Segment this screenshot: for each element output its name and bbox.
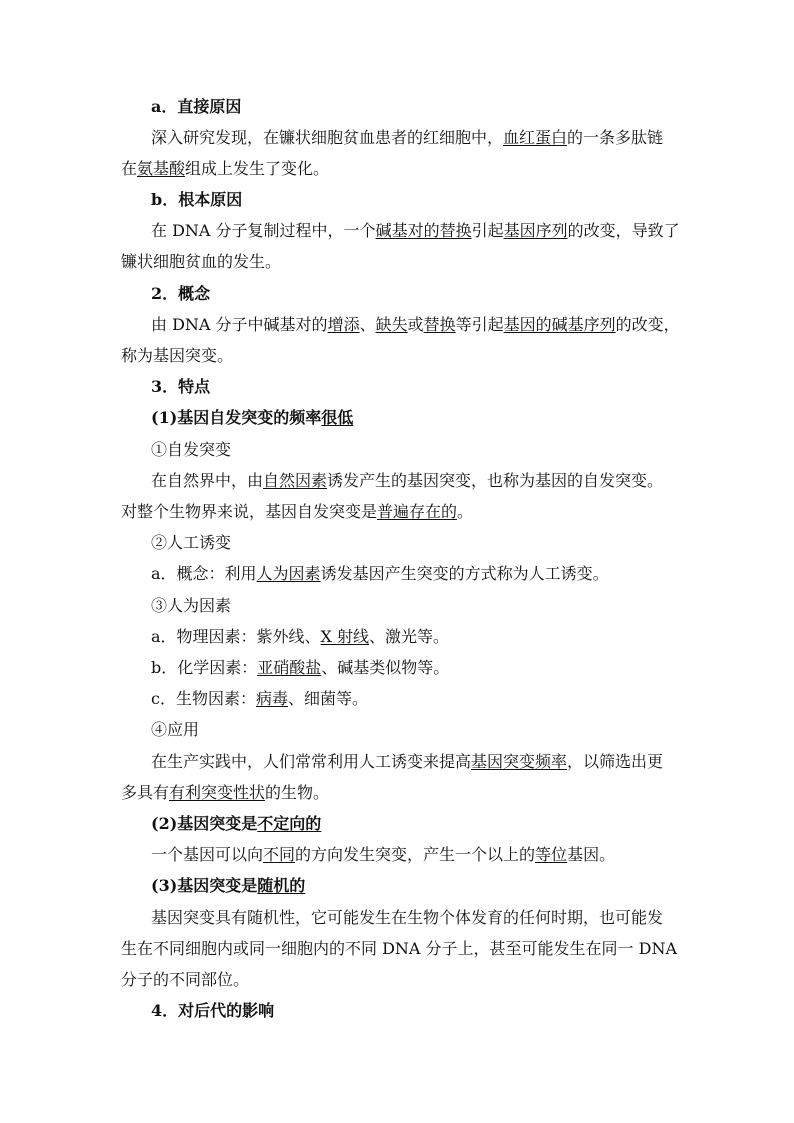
paragraph-line: 分子的不同部位。 bbox=[121, 970, 250, 989]
text-span: 组成上发生了变化。 bbox=[185, 159, 330, 178]
paragraph-line bbox=[121, 783, 329, 803]
subheading-application: ④应用 bbox=[151, 720, 200, 739]
text-span: b．化学因素： bbox=[151, 658, 258, 677]
text-span: 诱发基因产生突变的方式称为人工诱变。 bbox=[320, 564, 609, 583]
text-span: c．生物因素： bbox=[151, 689, 256, 708]
list-item bbox=[151, 627, 449, 647]
text-span: 的改变， bbox=[615, 315, 680, 334]
paragraph-line: 基因突变具有随机性，它可能发生在生物个体发育的任何时期，也可能发 bbox=[151, 908, 664, 927]
key-term: 有利突变性状 bbox=[169, 783, 266, 802]
key-term: 缺失 bbox=[375, 315, 408, 334]
key-term: 基因序列 bbox=[503, 221, 568, 240]
key-term: 病毒 bbox=[255, 689, 288, 708]
text-span: 深入研究发现，在镰状细胞贫血患者的红细胞中， bbox=[151, 128, 504, 147]
key-term: 基因突变频率 bbox=[471, 752, 568, 771]
text-span: 的改变，导致了 bbox=[567, 221, 680, 240]
text-span: 。 bbox=[457, 502, 474, 521]
subheading-spontaneous-mutation: ①自发突变 bbox=[151, 440, 232, 459]
paragraph-line: 称为基因突变。 bbox=[121, 346, 234, 365]
text-span: 或 bbox=[407, 315, 424, 334]
text-span: ，以筛选出更 bbox=[567, 752, 664, 771]
text-span: 引起 bbox=[471, 221, 504, 240]
text-span: 、细菌等。 bbox=[287, 689, 368, 708]
text-span: 一个基因可以向 bbox=[151, 845, 264, 864]
heading-root-cause: b．根本原因 bbox=[151, 190, 243, 209]
heading-concept: 2．概念 bbox=[151, 284, 211, 303]
text-span: 基因。 bbox=[567, 845, 616, 864]
paragraph-line: 镰状细胞贫血的发生。 bbox=[121, 252, 282, 271]
key-term: 替换 bbox=[423, 315, 456, 334]
paragraph-line bbox=[151, 564, 609, 584]
paragraph-line bbox=[151, 752, 663, 772]
key-term: 等位 bbox=[535, 845, 568, 864]
key-term: 人为因素 bbox=[256, 564, 321, 583]
text-span: 的方向发生突变，产生一个以上的 bbox=[295, 845, 536, 864]
text-span: (3)基因突变是 bbox=[151, 876, 258, 895]
text-span: 对整个生物界来说，基因自发突变是 bbox=[121, 502, 378, 521]
key-term: 不定向的 bbox=[257, 814, 322, 833]
text-span: 在生产实践中，人们常常利用人工诱变来提高 bbox=[151, 752, 472, 771]
text-span: a．概念：利用 bbox=[151, 564, 257, 583]
paragraph-line bbox=[151, 128, 663, 148]
paragraph-line bbox=[151, 315, 680, 335]
key-term: 普遍存在的 bbox=[377, 502, 458, 521]
text-span: a．物理因素：紫外线、 bbox=[151, 627, 321, 646]
text-span: (2)基因突变是 bbox=[151, 814, 258, 833]
heading-effect-on-offspring: 4．对后代的影响 bbox=[151, 1001, 275, 1020]
text-span: 诱发产生的基因突变，也称为基因的自发突变。 bbox=[327, 471, 664, 490]
paragraph-line bbox=[121, 159, 329, 179]
text-span: 的一条多肽链 bbox=[567, 128, 664, 147]
key-term: 碱基对的替换 bbox=[375, 221, 472, 240]
key-term: 自然因素 bbox=[263, 471, 328, 490]
key-term: 随机的 bbox=[257, 876, 306, 895]
text-span: 、碱基类似物等。 bbox=[321, 658, 450, 677]
key-term: 血红蛋白 bbox=[503, 128, 568, 147]
paragraph-line: 生在不同细胞内或同一细胞内的不同 DNA 分子上，甚至可能发生在同一 DNA bbox=[121, 939, 678, 958]
key-term: 不同 bbox=[263, 845, 296, 864]
key-term: X 射线 bbox=[320, 627, 370, 646]
subheading-human-factors: ③人为因素 bbox=[151, 596, 232, 615]
text-span: 、 bbox=[359, 315, 376, 334]
key-term: 基因的碱基序列 bbox=[503, 315, 616, 334]
text-span: (1)基因自发突变的频率 bbox=[151, 408, 322, 427]
subheading-low-frequency bbox=[151, 408, 353, 428]
key-term: 亚硝酸盐 bbox=[257, 658, 322, 677]
text-span: 、激光等。 bbox=[369, 627, 450, 646]
subheading-induced-mutation: ②人工诱变 bbox=[151, 533, 232, 552]
key-term: 氨基酸 bbox=[137, 159, 186, 178]
list-item bbox=[151, 689, 368, 709]
paragraph-line bbox=[151, 471, 663, 491]
subheading-random bbox=[151, 876, 305, 896]
key-term: 增添 bbox=[327, 315, 360, 334]
text-span: 的生物。 bbox=[265, 783, 330, 802]
key-term: 很低 bbox=[321, 408, 354, 427]
subheading-non-directional bbox=[151, 814, 321, 834]
paragraph-line bbox=[121, 502, 473, 522]
heading-features: 3．特点 bbox=[151, 377, 211, 396]
text-span: 在 bbox=[121, 159, 138, 178]
list-item bbox=[151, 658, 449, 678]
text-span: 等引起 bbox=[455, 315, 504, 334]
text-span: 在 DNA 分子复制过程中，一个 bbox=[151, 221, 376, 240]
paragraph-line bbox=[151, 845, 615, 865]
text-span: 在自然界中，由 bbox=[151, 471, 264, 490]
text-span: 由 DNA 分子中碱基对的 bbox=[151, 315, 328, 334]
heading-direct-cause: a．直接原因 bbox=[151, 97, 242, 116]
paragraph-line bbox=[151, 221, 680, 241]
text-span: 多具有 bbox=[121, 783, 170, 802]
